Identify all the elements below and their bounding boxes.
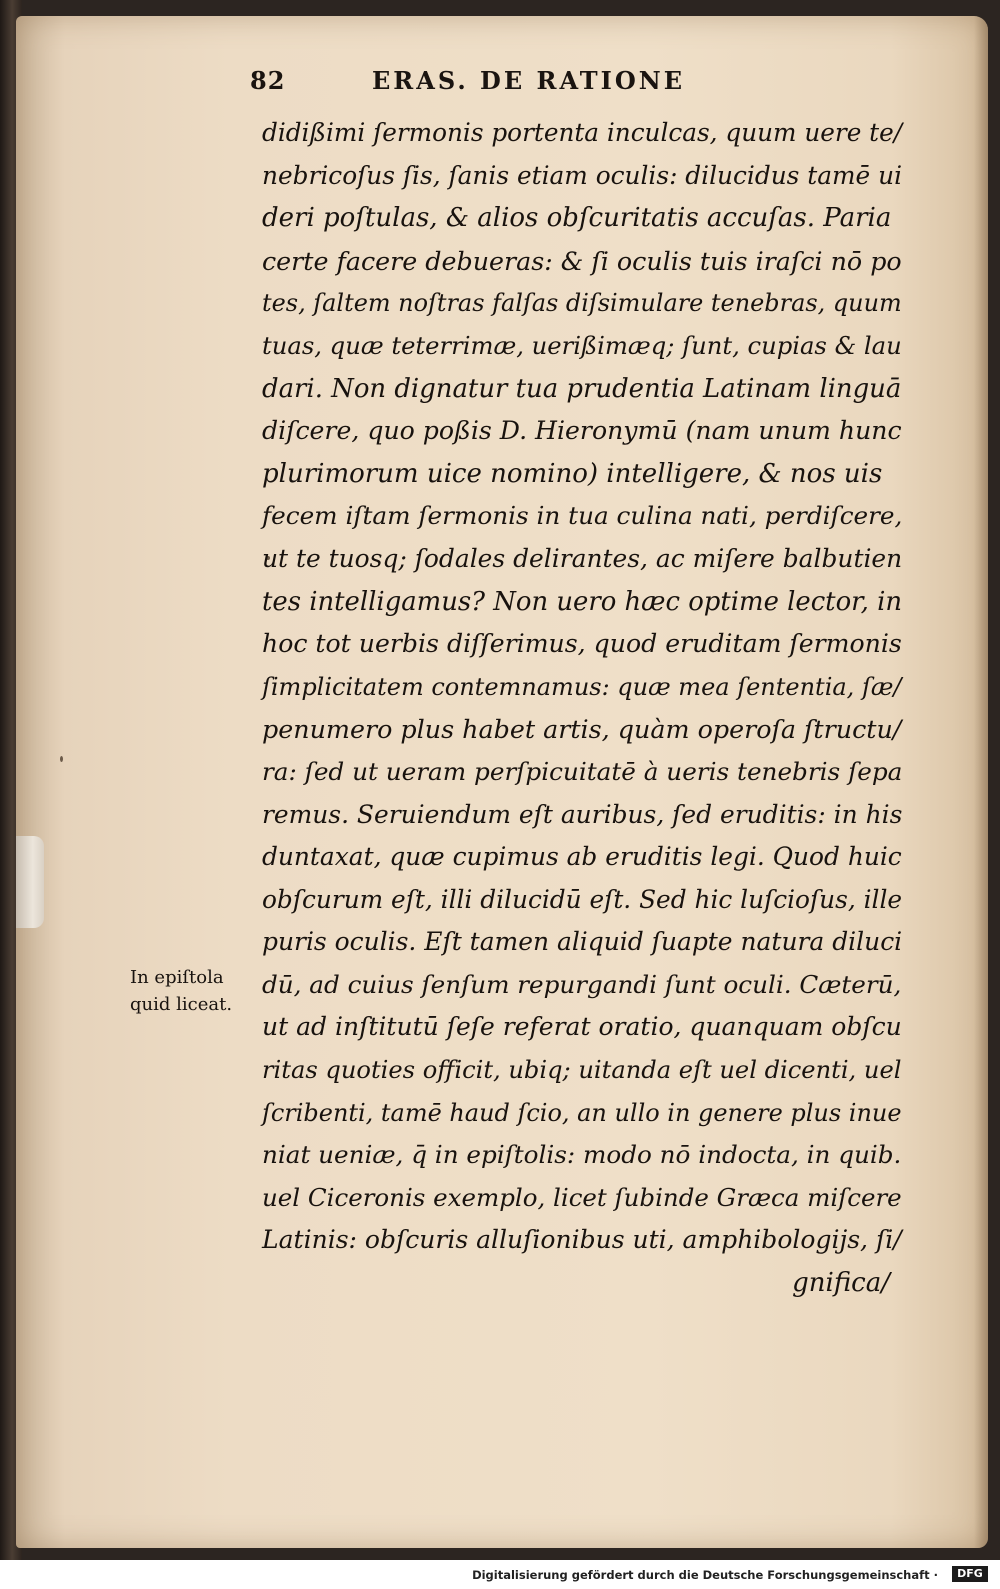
text-line: tuas, quæ teterrimæ, uerißimæq; ſunt, cupias & lau [262, 330, 902, 360]
body-text [262, 112, 902, 1305]
text-line: Latinis: obſcuris alluſionibus uti, amphibologijs, ſi/ [262, 1225, 902, 1255]
footer-bar [0, 1560, 1000, 1589]
text-line: remus. Seruiendum eſt auribus, ſed eruditis: in his [262, 799, 903, 829]
page-tab-marker [16, 836, 44, 928]
text-line: ut ad inſtitutū ſeſe referat oratio, quanquam obſcu [262, 1012, 902, 1042]
text-line: fecem iſtam ſermonis in tua culina nati, perdiſcere, [262, 501, 903, 531]
page-number: 82 [250, 66, 286, 95]
text-line: uel Ciceronis exemplo, licet ſubinde Græca miſcere [262, 1182, 902, 1212]
text-line: ra: ſed ut ueram perſpicuitatē à ueris tenebris ſepa [262, 756, 903, 786]
page-edge-shadow [974, 16, 988, 1548]
dfg-logo: DFG [952, 1566, 988, 1582]
text-line: obſcurum eſt, illi dilucidū eſt. Sed hic luſcioſus, ille [262, 884, 903, 914]
ink-speck [60, 756, 63, 762]
margin-note-line: In epiſtola [130, 967, 224, 988]
text-line: ſcribenti, tamē haud ſcio, an ullo in genere plus inue [262, 1098, 902, 1127]
text-line: ſimplicitatem contemnamus: quæ mea ſententia, ſæ/ [262, 672, 902, 701]
text-line: didißimi ſermonis portenta inculcas, quum uere te/ [262, 118, 903, 147]
text-line: duntaxat, quæ cupimus ab eruditis legi. Quod huic [262, 842, 902, 872]
text-line: deri poſtulas, & alios obſcuritatis accuſas. Paria [262, 203, 892, 234]
running-head: ERAS. DE RATIONE [372, 66, 685, 95]
margin-note-line: quid liceat. [130, 994, 233, 1015]
text-line: dari. Non dignatur tua prudentia Latinam linguā [262, 373, 902, 404]
text-line: niat ueniæ, q̄ in epiſtolis: modo nō indocta, in quib. [262, 1140, 902, 1170]
text-line: ritas quoties officit, ubiq; uitanda eſt uel dicenti, uel [262, 1056, 902, 1085]
text-line: penumero plus habet artis, quàm operoſa ſtructu/ [262, 714, 902, 745]
page-header [250, 66, 730, 106]
funding-credit: Digitalisierung gefördert durch die Deutsche Forschungsgemeinschaft · [472, 1568, 938, 1582]
text-line: hoc tot uerbis diſſerimus, quod eruditam ſermonis [262, 629, 902, 659]
text-line: plurimorum uice nomino) intelligere, & nos uis [262, 458, 883, 489]
text-line: diſcere, quo poßis D. Hieronymū (nam unum hunc [262, 416, 902, 446]
text-line: puris oculis. Eſt tamen aliquid ſuapte natura diluci [262, 927, 903, 957]
margin-note [130, 964, 260, 1018]
text-line: certe facere debueras: & ſi oculis tuis iraſci nō po [262, 245, 902, 276]
text-line: nebricoſus ſis, ſanis etiam oculis: dilucidus tamē ui [262, 160, 902, 190]
catchword: gnifica/ [792, 1268, 890, 1299]
text-line: ut te tuosq; ſodales delirantes, ac miſere balbutien [262, 543, 903, 573]
text-line: tes intelligamus? Non uero hæc optime lector, in [262, 586, 903, 617]
text-line: dū, ad cuius ſenſum repurgandi ſunt oculi. Cæterū, [262, 969, 902, 999]
text-line: tes, ſaltem noſtras falſas diſsimulare tenebras, quum [262, 289, 902, 318]
